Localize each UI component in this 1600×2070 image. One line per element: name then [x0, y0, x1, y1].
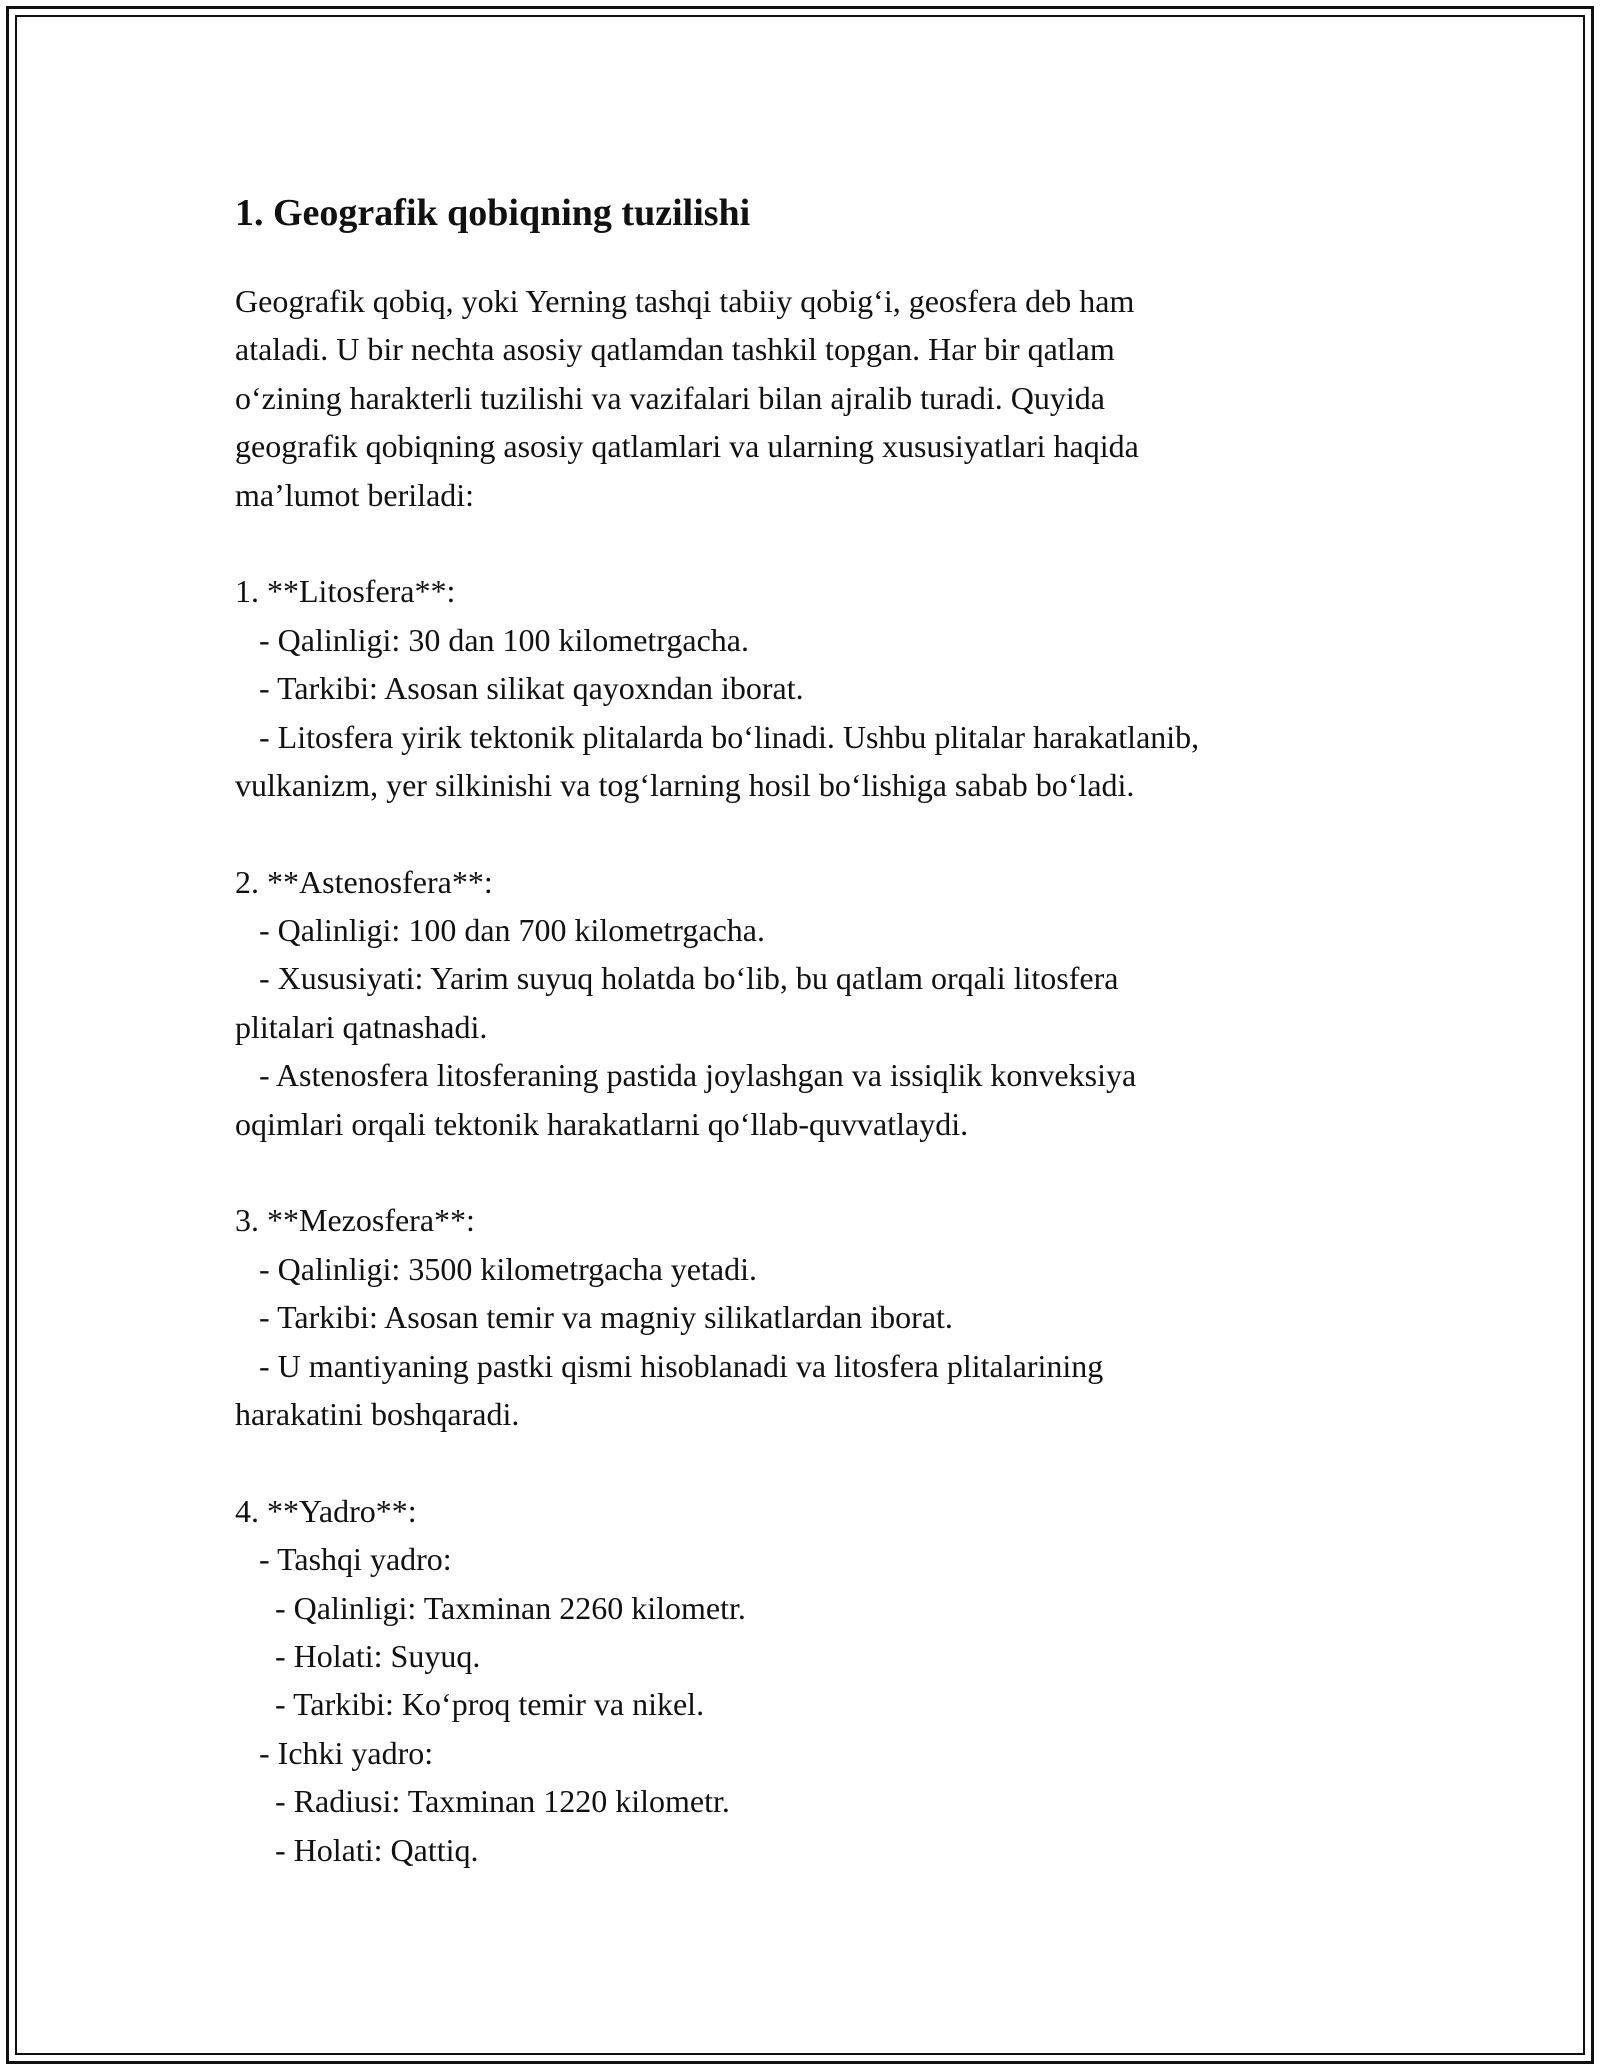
document-title: 1. Geografik qobiqning tuzilishi — [235, 192, 751, 234]
text-line: - Radiusi: Taxminan 1220 kilometr. — [235, 1783, 730, 1820]
text-line: - Tashqi yadro: — [235, 1541, 452, 1578]
text-line: vulkanizm, yer silkinishi va tog‘larning hosil bo‘lishiga sabab bo‘ladi. — [235, 766, 1135, 803]
document-text — [235, 277, 1375, 1874]
text-line: - Holati: Suyuq. — [235, 1637, 481, 1674]
text-line: - Qalinligi: 100 dan 700 kilometrgacha. — [235, 912, 765, 949]
text-line: ataladi. U bir nechta asosiy qatlamdan tashkil topgan. Har bir qatlam — [235, 331, 1115, 368]
text-line: - U mantiyaning pastki qismi hisoblanadi va litosfera plitalarining — [235, 1347, 1104, 1384]
text-line: - Tarkibi: Asosan temir va magniy silikatlardan iborat. — [235, 1299, 953, 1336]
text-line: - Qalinligi: Taxminan 2260 kilometr. — [235, 1589, 746, 1626]
text-line: - Xususiyati: Yarim suyuq holatda bo‘lib, bu qatlam orqali litosfera — [235, 960, 1119, 997]
text-line: - Astenosfera litosferaning pastida joylashgan va issiqlik konveksiya — [235, 1057, 1137, 1094]
text-line: - Qalinligi: 3500 kilometrgacha yetadi. — [235, 1250, 757, 1287]
text-line: 1. **Litosfera**: — [235, 573, 456, 610]
text-line: - Tarkibi: Asosan silikat qayoxndan iborat. — [235, 670, 804, 707]
blank-line — [235, 1438, 1375, 1486]
text-line: ma’lumot beriladi: — [235, 476, 475, 513]
text-line: 3. **Mezosfera**: — [235, 1202, 475, 1239]
text-line: 2. **Astenosfera**: — [235, 863, 493, 900]
blank-line — [235, 1148, 1375, 1196]
text-line: Geografik qobiq, yoki Yerning tashqi tabiiy qobig‘i, geosfera deb ham — [235, 283, 1135, 319]
document-body — [235, 185, 1375, 1874]
text-line: o‘zining harakterli tuzilishi va vazifalari bilan ajralib turadi. Quyida — [235, 379, 1105, 416]
text-line: 4. **Yadro**: — [235, 1492, 417, 1529]
text-line: - Litosfera yirik tektonik plitalarda bo‘linadi. Ushbu plitalar harakatlanib, — [235, 718, 1200, 755]
blank-line — [235, 809, 1375, 857]
text-line: - Holati: Qattiq. — [235, 1831, 479, 1868]
text-line: harakatini boshqaradi. — [235, 1395, 520, 1432]
text-line: plitalari qatnashadi. — [235, 1008, 488, 1045]
text-line: - Qalinligi: 30 dan 100 kilometrgacha. — [235, 621, 749, 658]
text-line: - Ichki yadro: — [235, 1734, 434, 1771]
text-line: oqimlari orqali tektonik harakatlarni qo‘llab-quvvatlaydi. — [235, 1105, 969, 1142]
text-line: - Tarkibi: Ko‘proq temir va nikel. — [235, 1686, 705, 1723]
blank-line — [235, 519, 1375, 567]
text-line: geografik qobiqning asosiy qatlamlari va ularning xususiyatlari haqida — [235, 428, 1139, 465]
